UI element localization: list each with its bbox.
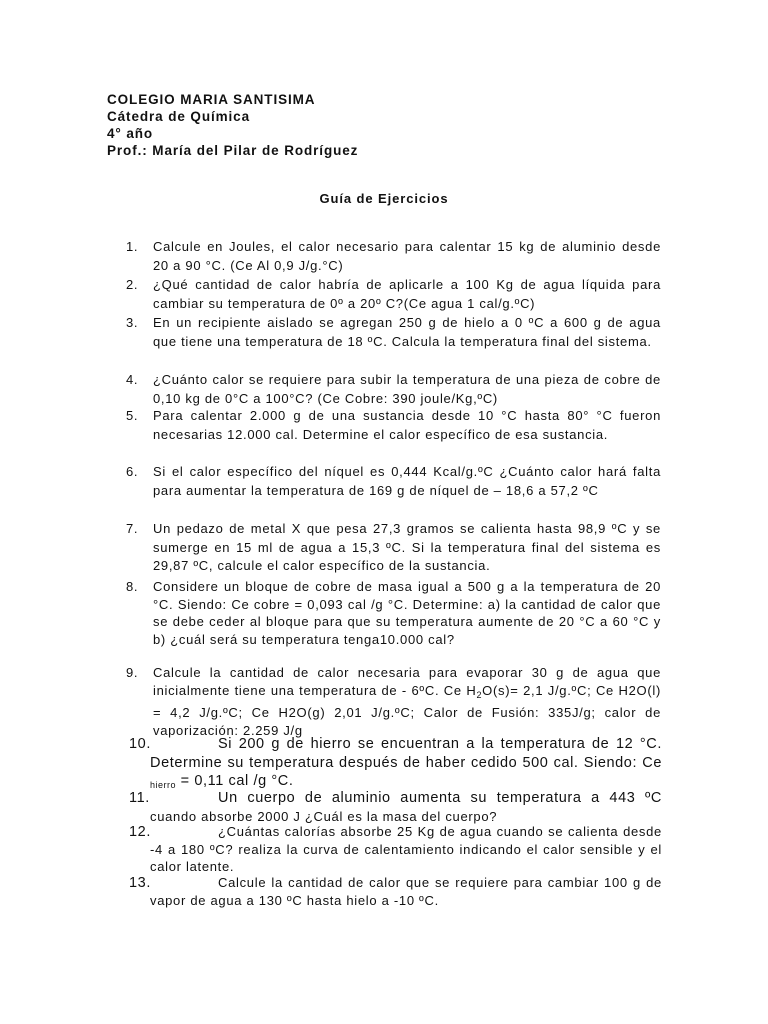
exercise-item-11: [129, 789, 662, 825]
exercise-text: ¿Cuánto calor se requiere para subir la temperatura de una pieza de cobre de 0,10 kg de 0°C a 100°C? (Ce Cobre: 390 joule/Kg,ºC): [153, 372, 661, 406]
exercise-number: 1.: [126, 239, 139, 254]
page-title: Guía de Ejercicios: [319, 191, 449, 206]
exercise-item-12: [129, 823, 662, 876]
exercise-number: 11.: [129, 790, 150, 806]
exercise-text: En un recipiente aislado se agregan 250 g de hielo a 0 ºC a 600 g de agua que tiene una temperatura de 18 ºC. Calcula la temperatura final del sistema.: [153, 315, 661, 349]
exercise-text: ¿Qué cantidad de calor habría de aplicarle a 100 Kg de agua líquida para cambiar su temperatura de 0º a 20º C?(Ce agua 1 cal/g.ºC): [153, 277, 661, 311]
grade-level: 4° año: [107, 126, 154, 141]
exercise-item-6: [126, 463, 661, 500]
exercise-text: ¿Cuántas calorías absorbe 25 Kg de agua cuando se calienta desde -4 a 180 ºC? realiza la curva de calentamiento indicando el calor sensible y el calor latente.: [150, 824, 662, 874]
exercise-number: 9.: [126, 665, 139, 680]
exercise-number: 4.: [126, 372, 139, 387]
exercise-text: Calcule la cantidad de calor necesaria para evaporar 30 g de agua que inicialmente tiene una temperatura de - 6ºC. Ce $H_2O(s)= 2,1$ J/g.ºC; Ce H2O(l) = 4,2 J/g.ºC; Ce H2O(g) 2,01 J/g.ºC; Calor de Fusión: 335J/g; calor de vaporización: 2.259 J/g: [153, 665, 661, 738]
exercise-item-4: [126, 371, 661, 408]
exercise-item-3: [126, 314, 661, 351]
exercise-text: Para calentar 2.000 g de una sustancia desde 10 °C hasta 80° °C fueron necesarias 12.000 cal. Determine el calor específico de esa sustancia.: [153, 408, 661, 442]
exercise-text: Un pedazo de metal X que pesa 27,3 gramos se calienta hasta 98,9 ºC y se sumerge en 15 ml de agua a 15,3 ºC. Si la temperatura final del sistema es 29,87 ºC, calcule el calor específico de la sustancia.: [153, 521, 661, 573]
exercise-text: Si el calor específico del níquel es 0,444 Kcal/g.ºC ¿Cuánto calor hará falta para aumentar la temperatura de 169 g de níquel de – 18,6 a 57,2 ºC: [153, 464, 661, 498]
exercise-item-5: [126, 407, 661, 444]
exercise-text: Si 200 g de hierro se encuentran a la temperatura de 12 °C. Determine su temperatura después de haber cedido 500 cal. Siendo: Ce $_{hierro}$ = 0,11 cal /g °C.: [150, 736, 662, 790]
exercise-number: 12.: [129, 824, 151, 840]
exercise-item-10: [129, 735, 662, 795]
exercise-text: Calcule la cantidad de calor que se requiere para cambiar 100 g de vapor de agua a 130 ºC hasta hielo a -10 ºC.: [150, 875, 662, 908]
exercise-number: 8.: [126, 579, 139, 594]
exercise-item-8: [126, 578, 661, 648]
department-name: Cátedra de Química: [107, 109, 250, 124]
teacher-name: Prof.: María del Pilar de Rodríguez: [107, 143, 359, 158]
exercise-text: Un cuerpo de aluminio aumenta su temperatura a 443 ºC cuando absorbe 2000 J ¿Cuál es la masa del cuerpo?: [150, 790, 662, 824]
exercise-item-7: [126, 520, 661, 576]
exercise-item-13: [129, 874, 662, 909]
exercise-number: 10.: [129, 736, 151, 752]
exercise-number: 3.: [126, 315, 139, 330]
exercise-item-9: [126, 664, 661, 739]
document-header: [107, 91, 358, 159]
exercise-number: 2.: [126, 277, 139, 292]
exercise-number: 7.: [126, 521, 139, 536]
exercise-number: 5.: [126, 408, 139, 423]
exercise-text: Considere un bloque de cobre de masa igual a 500 g a la temperatura de 20 °C. Siendo: Ce cobre = 0,093 cal /g °C. Determine: a) la cantidad de calor que se debe ceder al bloque para que su temperatura aumente de 20 °C a 60 °C y b) ¿cuál será su temperatura tenga10.000 cal?: [153, 579, 661, 647]
exercise-item-1: [126, 238, 661, 275]
school-name: COLEGIO MARIA SANTISIMA: [107, 92, 316, 107]
subscript: hierro: [150, 780, 177, 790]
exercise-number: 6.: [126, 464, 139, 479]
subscript: 2: [476, 689, 483, 700]
exercise-text: Calcule en Joules, el calor necesario para calentar 15 kg de aluminio desde 20 a 90 °C. (Ce Al 0,9 J/g.°C): [153, 239, 661, 273]
exercise-item-2: [126, 276, 661, 313]
exercise-number: 13.: [129, 875, 151, 891]
